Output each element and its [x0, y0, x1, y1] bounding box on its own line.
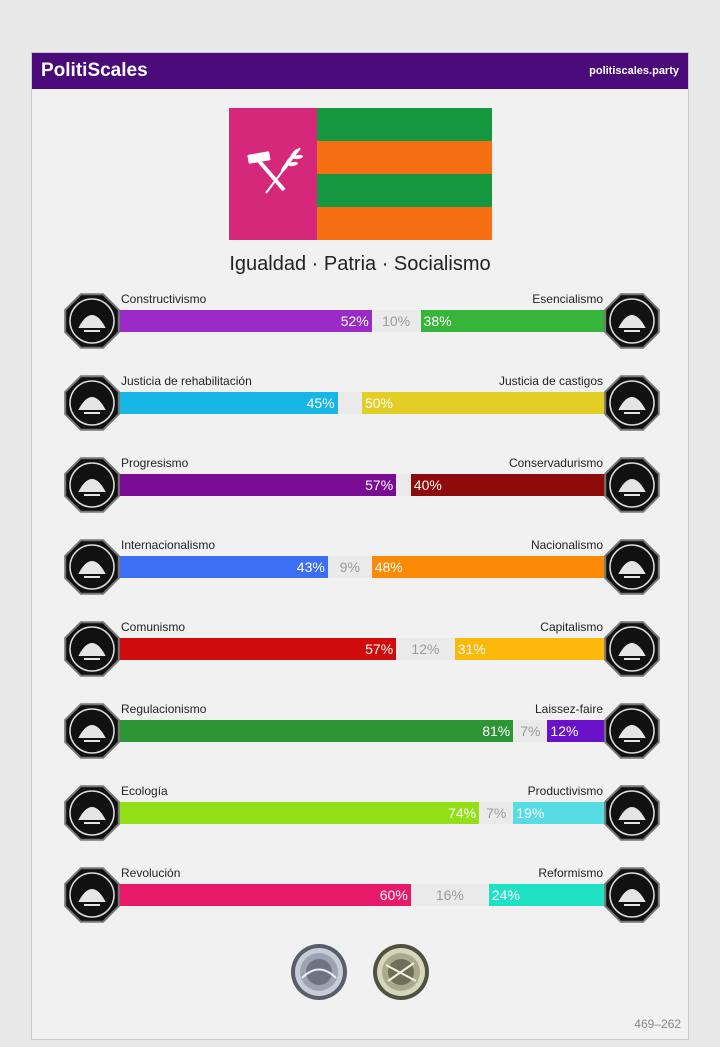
axis-right-value: 50%: [362, 392, 606, 414]
axis-row: [62, 696, 662, 756]
axis-right-value: 12%: [547, 720, 606, 742]
axis-left-value: 52%: [118, 310, 372, 332]
header-bar: [32, 53, 688, 89]
axis-right-value: 24%: [489, 884, 606, 906]
axis-neutral-value: 9%: [328, 556, 372, 578]
axis-right-value: 19%: [513, 802, 606, 824]
axis-neutral-value: 10%: [372, 310, 421, 332]
axis-bar[interactable]: [118, 474, 606, 496]
axis-row: [62, 778, 662, 838]
handshake-icon: [62, 373, 122, 433]
ruler-icon: [62, 701, 122, 761]
axis-neutral-value: 7%: [479, 802, 513, 824]
axis-right-label: Conservadurismo: [508, 456, 603, 470]
axis-right-value: 40%: [411, 474, 606, 496]
axis-left-label: Revolución: [121, 866, 181, 880]
flag-stripe: [317, 207, 492, 240]
bonus-coins: [32, 943, 688, 1007]
axis-right-label: Justicia de castigos: [498, 374, 603, 388]
axis-row: [62, 614, 662, 674]
eye-icon: [62, 291, 122, 351]
axis-left-value: 74%: [118, 802, 479, 824]
flag-hoist: [229, 108, 317, 240]
axis-row: [62, 532, 662, 592]
axis-left-value: 57%: [118, 474, 396, 496]
butterfly-icon: [602, 701, 662, 761]
hammer-and-wheat-icon: [229, 108, 317, 240]
axis-left-value: 57%: [118, 638, 396, 660]
wave-icon: [62, 455, 122, 515]
fist-icon: [62, 865, 122, 925]
axis-right-label: Esencialismo: [532, 292, 603, 306]
flag-stripe: [317, 174, 492, 207]
axis-left-label: Internacionalismo: [121, 538, 216, 552]
axis-left-value: 45%: [118, 392, 338, 414]
flag-icon: [602, 537, 662, 597]
axis-right-label: Capitalismo: [540, 620, 603, 634]
flower-icon: [602, 291, 662, 351]
axis-left-label: Constructivismo: [121, 292, 207, 306]
axis-right-label: Laissez-faire: [534, 702, 603, 716]
axis-bar[interactable]: [118, 802, 606, 824]
axis-row: [62, 860, 662, 920]
axis-bar[interactable]: [118, 392, 606, 414]
brand-title[interactable]: PolitiScales: [41, 60, 148, 81]
axis-right-label: Productivismo: [527, 784, 603, 798]
motto-slogan: Igualdad · Patria · Socialismo: [229, 253, 491, 275]
globe-icon: [62, 537, 122, 597]
axis-left-label: Ecología: [121, 784, 168, 798]
ideology-flag: [229, 108, 492, 240]
axis-bar[interactable]: [118, 556, 606, 578]
axis-neutral-value: 12%: [396, 638, 455, 660]
flag-stripe: [317, 141, 492, 174]
flag-stripe: [317, 108, 492, 141]
factory-icon: [602, 783, 662, 843]
axis-right-value: 38%: [421, 310, 606, 332]
axis-right-value: 31%: [455, 638, 606, 660]
axis-bar[interactable]: [118, 638, 606, 660]
axis-left-value: 60%: [118, 884, 411, 906]
axis-right-value: 48%: [372, 556, 606, 578]
axis-row: [62, 368, 662, 428]
pin-icon: [602, 455, 662, 515]
hammer-sickle-icon: [62, 619, 122, 679]
axis-left-label: Regulacionismo: [121, 702, 207, 716]
result-code: 469–262: [634, 1017, 681, 1031]
axis-neutral-value: 16%: [411, 884, 489, 906]
site-link[interactable]: politiscales.party: [589, 65, 679, 77]
axis-left-value: 43%: [118, 556, 328, 578]
axis-bar[interactable]: [118, 884, 606, 906]
house-icon: [602, 865, 662, 925]
axis-left-label: Progresismo: [121, 456, 189, 470]
coin-silver-icon[interactable]: [290, 943, 348, 1001]
axis-left-label: Justicia de rehabilitación: [121, 374, 252, 388]
axis-left-label: Comunismo: [121, 620, 186, 634]
coin-gold-icon[interactable]: [372, 943, 430, 1001]
axis-neutral-value: [396, 474, 411, 496]
axis-row: [62, 450, 662, 510]
axis-neutral-value: 7%: [513, 720, 547, 742]
result-card: [31, 52, 689, 1040]
axis-row: [62, 286, 662, 346]
axis-bar[interactable]: [118, 720, 606, 742]
prison-bars-icon: [602, 373, 662, 433]
axis-right-label: Reformismo: [538, 866, 603, 880]
tree-icon: [62, 783, 122, 843]
axis-right-label: Nacionalismo: [530, 538, 603, 552]
money-bag-icon: [602, 619, 662, 679]
axis-left-value: 81%: [118, 720, 513, 742]
axis-neutral-value: [338, 392, 362, 414]
axis-bar[interactable]: [118, 310, 606, 332]
